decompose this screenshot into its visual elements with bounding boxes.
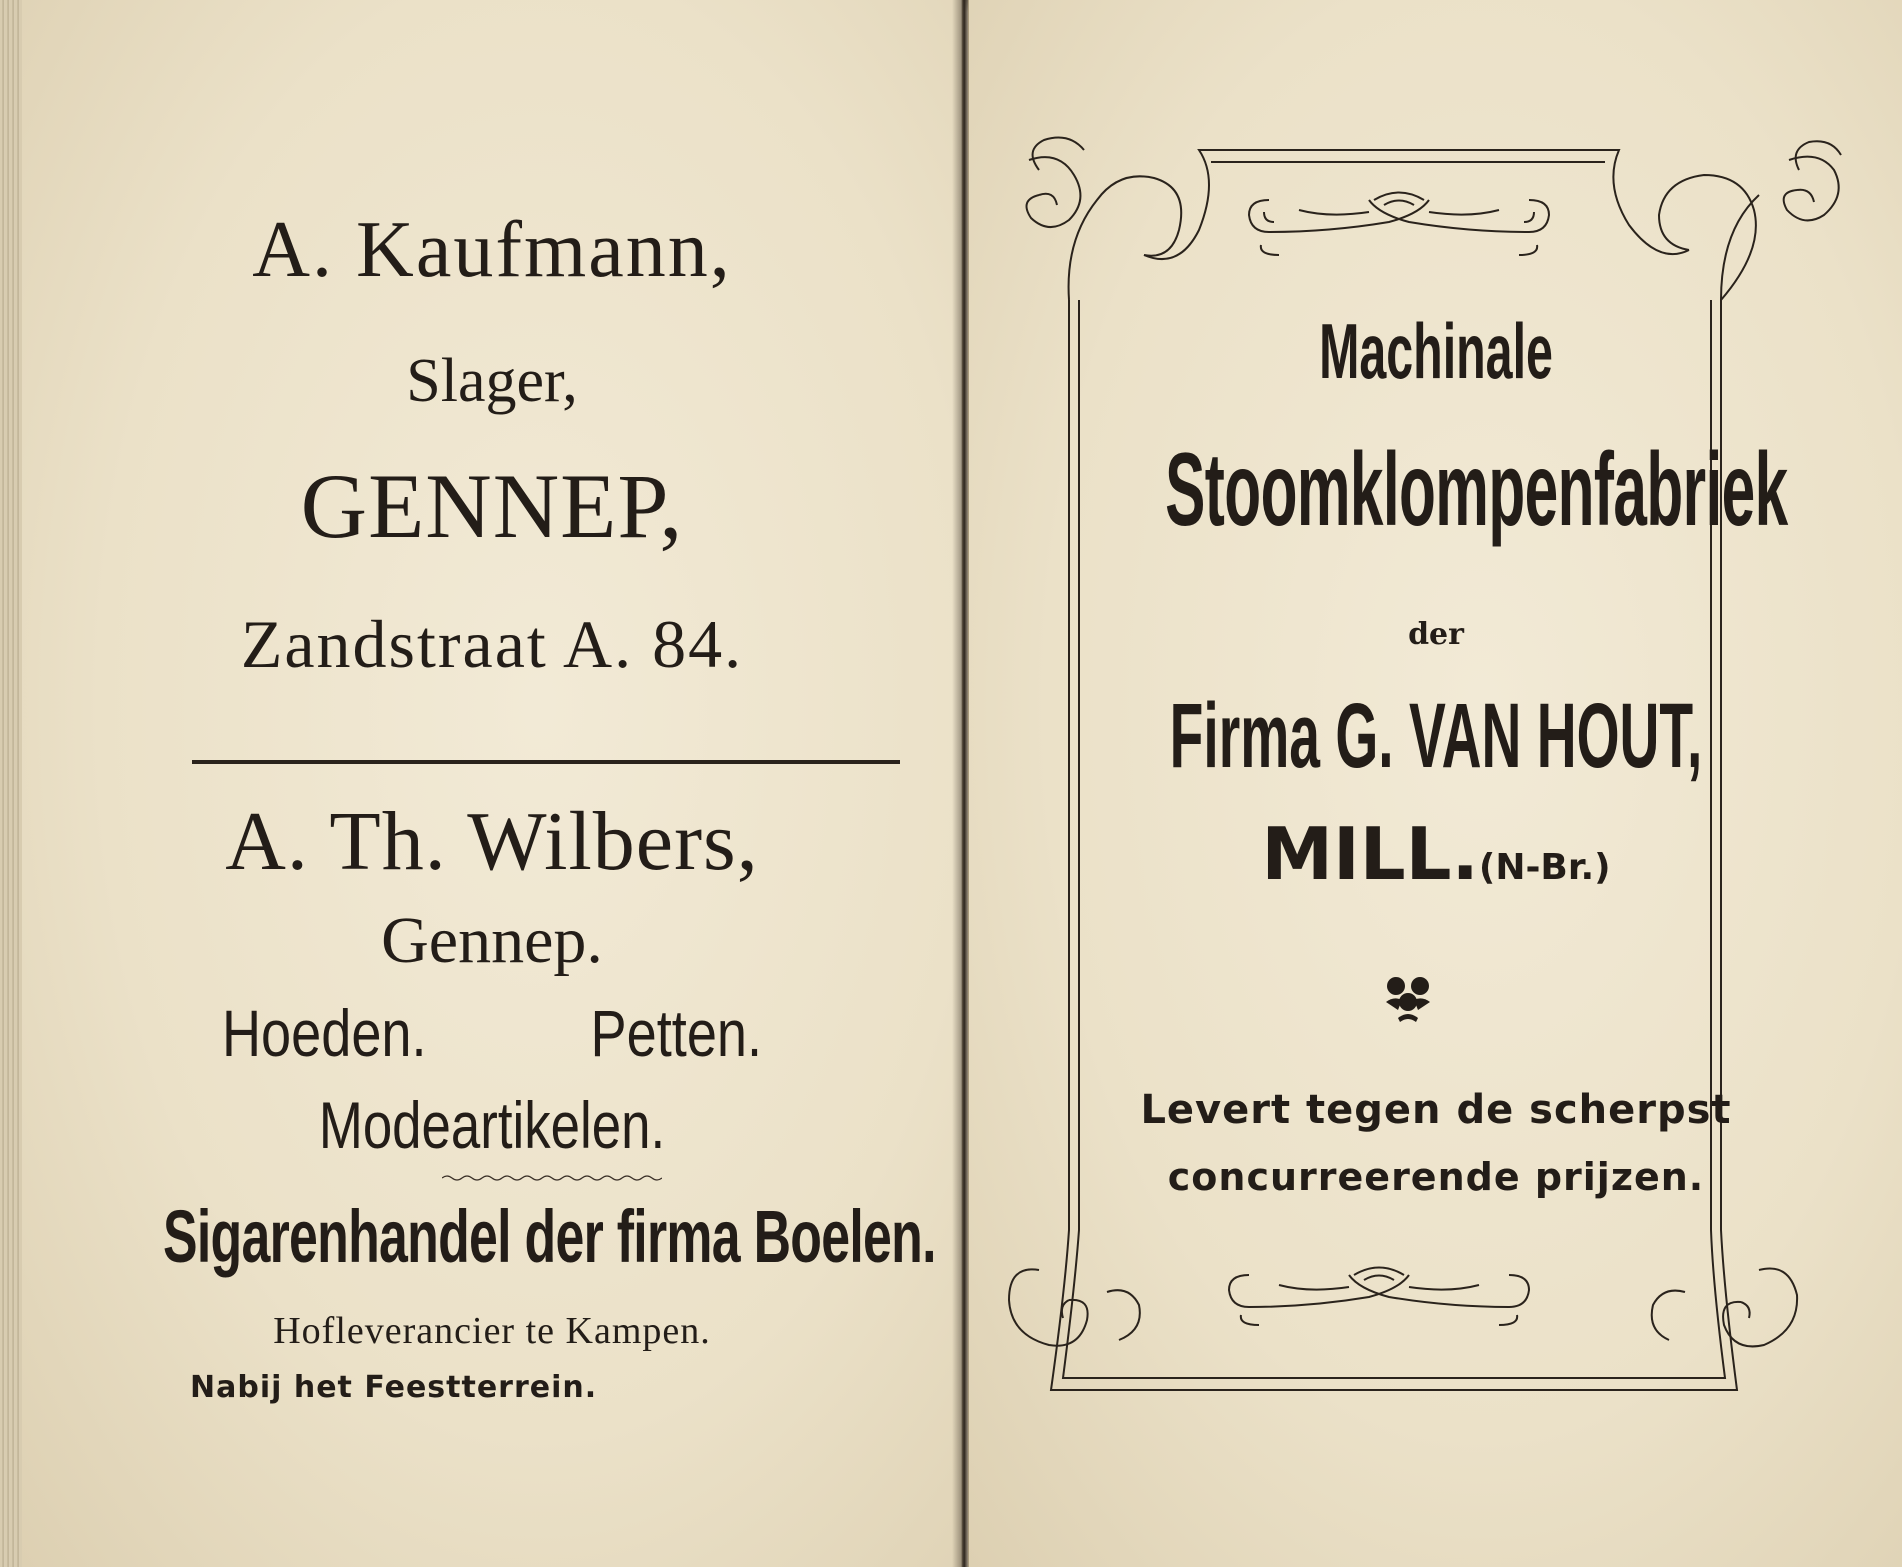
goods-item-hats: Hoeden.: [221, 996, 427, 1070]
wavy-divider: [442, 1174, 662, 1182]
kaufmann-street: Zandstraat A. 84.: [240, 606, 744, 682]
kaufmann-town: GENNEP,: [300, 455, 684, 557]
left-page: [22, 0, 963, 1567]
slogan-line-2: concurreerende prijzen.: [1167, 1155, 1705, 1199]
wilbers-fashion: Modeartikelen.: [318, 1088, 666, 1162]
kaufmann-trade: Slager,: [406, 347, 578, 415]
shamrock-ornament-icon: [1380, 972, 1436, 1024]
ad-line-town: [969, 812, 1902, 896]
wilbers-town: Gennep.: [381, 904, 603, 977]
boelen-subtitle: Hofleverancier te Kampen.: [273, 1310, 711, 1352]
divider-rule: [192, 760, 900, 764]
wilbers-name: A. Th. Wilbers,: [225, 795, 759, 888]
boelen-name: Sigarenhandel der firma Boelen.: [163, 1195, 936, 1278]
goods-item-caps: Petten.: [590, 996, 763, 1070]
region-name: (N-Br.): [1478, 847, 1611, 888]
boelen-location: Nabij het Feestterrein.: [190, 1370, 598, 1405]
wilbers-goods-row: [107, 996, 878, 1070]
ad-line-der: der: [1408, 617, 1464, 652]
town-name: MILL.: [1261, 812, 1479, 896]
ad-line-machinale: Machinale: [1319, 307, 1553, 395]
page-stack-edge: [0, 0, 24, 1567]
ad-line-factory: Stoomklompenfabriek: [1165, 432, 1788, 548]
right-page: [968, 0, 1902, 1567]
slogan-line-1: Levert tegen de scherpst: [1140, 1087, 1732, 1133]
ad-line-firm: Firma G. VAN HOUT,: [1169, 685, 1703, 787]
kaufmann-name: A. Kaufmann,: [252, 206, 732, 294]
